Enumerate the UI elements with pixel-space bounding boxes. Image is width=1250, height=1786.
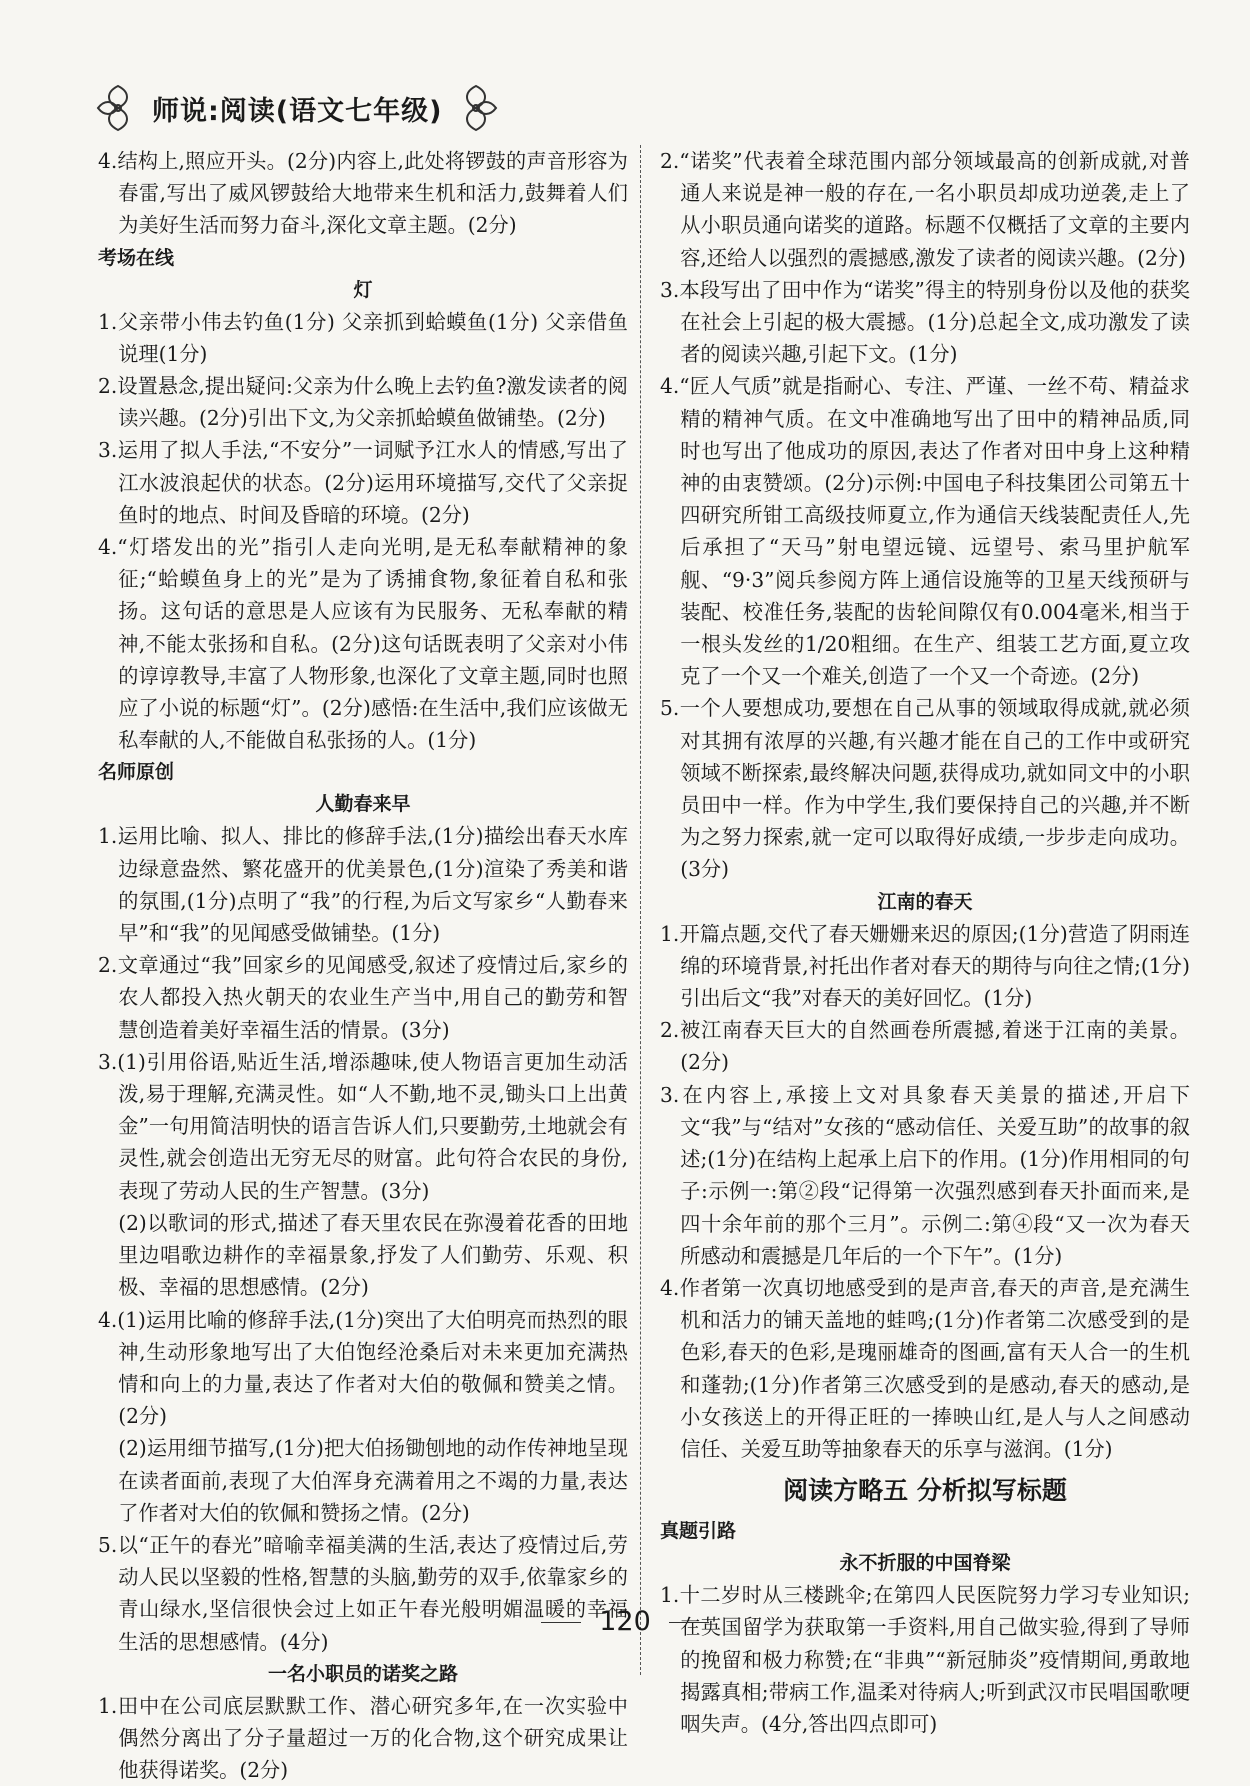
right-column [660, 145, 1190, 1740]
answer-item: 1.父亲带小伟去钓鱼(1分) 父亲抓到蛤蟆鱼(1分) 父亲借鱼说理(1分) [98, 309, 628, 366]
article-title: 永不折服的中国脊梁 [839, 1552, 1011, 1575]
answer-item: 2.被江南春天巨大的自然画卷所震撼,着迷于江南的美景。(2分) [660, 1018, 1190, 1075]
answer-item: 4.“匠人气质”就是指耐心、专注、严谨、一丝不苟、精益求精的精神气质。在文中准确地写出了田中的精神品质,同时也写出了他成功的原因,表达了作者对田中身上这种精神的由衷赞颂。(2分)示例:中国电子科技集团公司第五十四研究所钳工高级技师夏立,作为通信天线装配责任人,先后承担了“天马”射电望远镜、远望号、索马里护航军舰、“9·3”阅兵参阅方阵上通信设施等的卫星天线预研与装配、校准任务,装配的齿轮间隙仅有0.004毫米,相当于一根头发丝的1/20粗细。在生产、组装工艺方面,夏立攻克了一个又一个难关,创造了一个又一个奇迹。(2分) [660, 374, 1190, 689]
answer-item: 3.本段写出了田中作为“诺奖”得主的特别身份以及他的获奖在社会上引起的极大震撼。(1分)总起全文,成功激发了读者的阅读兴趣,引起下文。(1分) [660, 277, 1190, 367]
strategy-title: 阅读方略五 分析拟写标题 [783, 1476, 1067, 1506]
answer-subitem: (2)以歌词的形式,描述了春天里农民在弥漫着花香的田地里边唱歌边耕作的幸福景象,抒发了人们勤劳、乐观、积极、幸福的思想感情。(2分) [118, 1210, 628, 1300]
answer-item: 2.设置悬念,提出疑问:父亲为什么晚上去钓鱼?激发读者的阅读兴趣。(2分)引出下文,为父亲抓蛤蟆鱼做铺垫。(2分) [98, 374, 628, 431]
answer-item: 4.(1)运用比喻的修辞手法,(1分)突出了大伯明亮而热烈的眼神,生动形象地写出了大伯饱经沧桑后对未来更加充满热情和向上的力量,表达了作者对大伯的敬佩和赞美之情。(2分) [98, 1307, 628, 1429]
left-ornament-icon [92, 82, 144, 134]
answer-item: 1.开篇点题,交代了春天姗姗来迟的原因;(1分)营造了阴雨连绵的环境背景,衬托出作者对春天的期待与向往之情;(1分)引出后文“我”对春天的美好回忆。(1分) [660, 921, 1190, 1011]
right-ornament-icon [450, 82, 502, 134]
answer-item: 5.以“正午的春光”暗喻幸福美满的生活,表达了疫情过后,劳动人民以坚毅的性格,智慧的头脑,勤劳的双手,依靠家乡的青山绿水,坚信很快会过上如正午春光般明媚温暖的幸福生活的思想感情。(4分) [98, 1532, 628, 1654]
article-title: 江南的春天 [877, 890, 973, 913]
answer-item: 2.“诺奖”代表着全球范围内部分领域最高的创新成就,对普通人来说是神一般的存在,一名小职员却成功逆袭,走上了从小职员通向诺奖的道路。标题不仅概括了文章的主要内容,还给人以强烈的震撼感,激发了读者的阅读兴趣。(2分) [660, 149, 1190, 270]
answer-item: 3.在内容上,承接上文对具象春天美景的描述,开启下文“我”与“结对”女孩的“感动信任、关爱互助”的故事的叙述;(1分)在结构上起承上启下的作用。(1分)作用相同的句子:示例一:第②段“记得第一次强烈感到春天扑面而来,是四十余年前的那个三月”。示例二:第④段“又一次为春天所感动和震撼是几年后的一个下午”。(1分) [660, 1082, 1190, 1268]
answer-item: 4.“灯塔发出的光”指引人走向光明,是无私奉献精神的象征;“蛤蟆鱼身上的光”是为了诱捕食物,象征着自私和张扬。这句话的意思是人应该有为民服务、无私奉献的精神,不能太张扬和自私。(2分)这句话既表明了父亲对小伟的谆谆教导,丰富了人物形象,也深化了文章主题,同时也照应了小说的标题“灯”。(2分)感悟:在生活中,我们应该做无私奉献的人,不能做自私张扬的人。(1分) [98, 535, 628, 753]
page-number-dash [669, 1622, 709, 1623]
article-title: 灯 [353, 278, 373, 301]
section-heading: 名师原创 [98, 761, 175, 784]
answer-item: 5.一个人要想成功,要想在自己从事的领域取得成就,就必须对其拥有浓厚的兴趣,有兴趣才能在自己的工作中或研究领域不断探索,最终解决问题,获得成功,就如同文中的小职员田中一样。作为中学生,我们要保持自己的兴趣,并不断为之努力探索,就一定可以取得好成绩,一步步走向成功。(3分) [660, 696, 1190, 882]
running-header [92, 78, 502, 138]
left-column [98, 145, 628, 1786]
answer-item: 3.(1)引用俗语,贴近生活,增添趣味,使人物语言更加生动活泼,易于理解,充满灵性。如“人不勤,地不灵,锄头口上出黄金”一句用简洁明快的语言告诉人们,只要勤劳,土地就会有灵性,就会创造出无穷无尽的财富。此句符合农民的身份,表现了劳动人民的生产智慧。(3分) [98, 1049, 628, 1203]
answer-item: 4.作者第一次真切地感受到的是声音,春天的声音,是充满生机和活力的铺天盖地的蛙鸣;(1分)作者第二次感受到的是色彩,春天的色彩,是瑰丽雄奇的图画,富有天人合一的生机和蓬勃;(1分)作者第三次感受到的是感动,春天的感动,是小女孩送上的开得正旺的一捧映山红,是人与人之间感动信任、关爱互助等抽象春天的乐享与滋润。(1分) [660, 1275, 1190, 1461]
page-number-dash [541, 1622, 581, 1623]
answer-item: 1.田中在公司底层默默工作、潜心研究多年,在一次实验中偶然分离出了分子量超过一万的化合物,这个研究成果让他获得诺奖。(2分) [98, 1693, 628, 1783]
section-heading: 真题引路 [660, 1520, 737, 1543]
answer-item: 3.运用了拟人手法,“不安分”一词赋予江水人的情感,写出了江水波浪起伏的状态。(2分)运用环境描写,交代了父亲捉鱼时的地点、时间及昏暗的环境。(2分) [98, 438, 628, 527]
answer-item: 1.运用比喻、拟人、排比的修辞手法,(1分)描绘出春天水库边绿意盎然、繁花盛开的优美景色,(1分)渲染了秀美和谐的氛围,(1分)点明了“我”的行程,为后文写家乡“人勤春来早”和“我”的见闻感受做铺垫。(1分) [98, 824, 628, 946]
article-title: 一名小职员的诺奖之路 [267, 1662, 458, 1685]
answer-item: 2.文章通过“我”回家乡的见闻感受,叙述了疫情过后,家乡的农人都投入热火朝天的农业生产当中,用自己的勤劳和智慧创造着美好幸福生活的情景。(3分) [98, 953, 628, 1042]
page-number [0, 1606, 1250, 1637]
answer-item: 1.十二岁时从三楼跳伞;在第四人民医院努力学习专业知识;在英国留学为获取第一手资料,用自己做实验,得到了导师的挽留和极力称赞;在“非典”“新冠肺炎”疫情期间,勇敢地揭露真相;带病工作,温柔对待病人;听到武汉市民唱国歌哽咽失声。(4分,答出四点即可) [660, 1583, 1190, 1736]
answer-item: 4.结构上,照应开头。(2分)内容上,此处将锣鼓的声音形容为春雷,写出了威风锣鼓给大地带来生机和活力,鼓舞着人们为美好生活而努力奋斗,深化文章主题。(2分) [98, 149, 628, 238]
section-heading: 考场在线 [98, 246, 175, 269]
header-title: 师说:阅读(语文七年级) [152, 95, 443, 127]
page-number-text: 120 [599, 1606, 651, 1637]
article-title: 人勤春来早 [315, 793, 411, 816]
column-divider [640, 145, 641, 1675]
answer-subitem: (2)运用细节描写,(1分)把大伯扬锄刨地的动作传神地呈现在读者面前,表现了大伯浑身充满着用之不竭的力量,表达了作者对大伯的钦佩和赞扬之情。(2分) [118, 1436, 628, 1525]
